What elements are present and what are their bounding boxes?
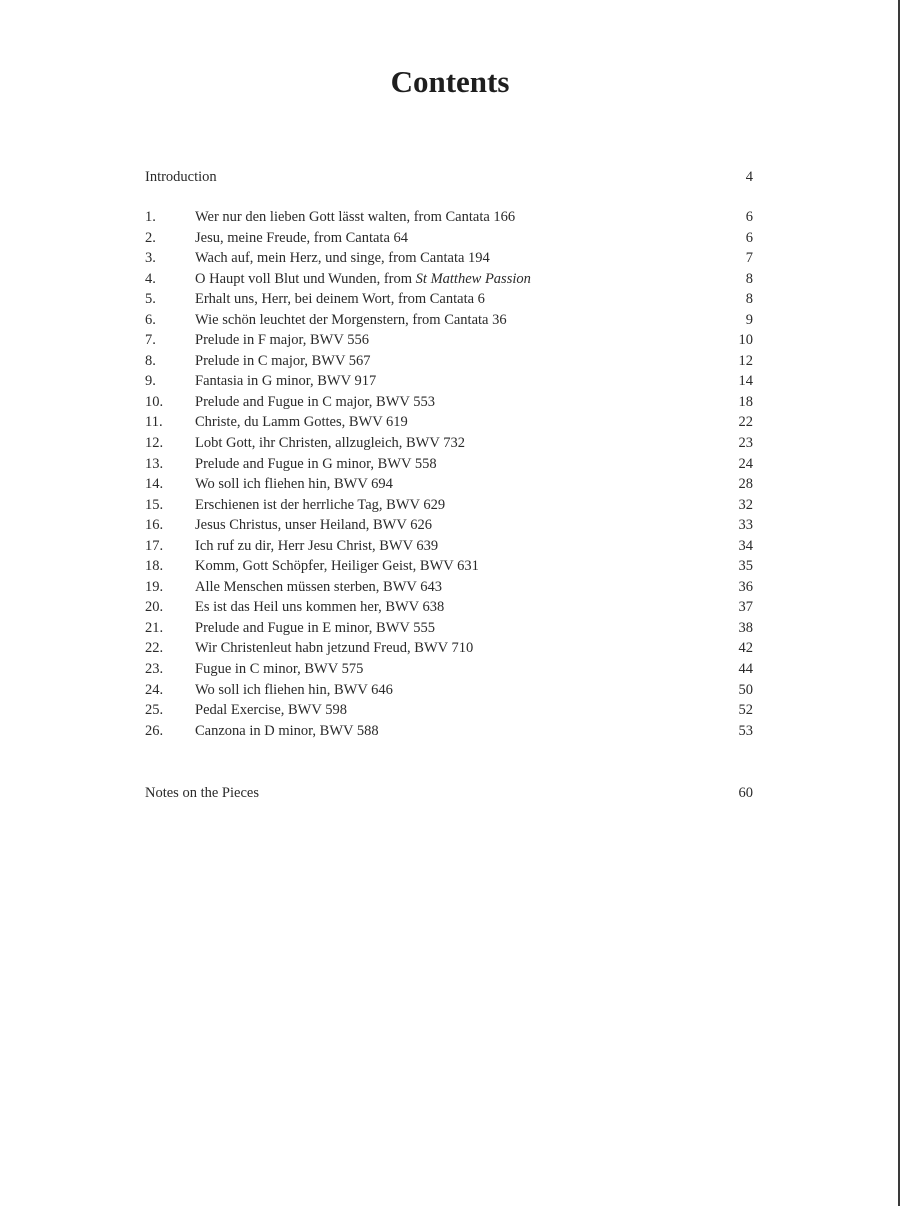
toc-entry-number: 25.	[145, 702, 164, 719]
toc-introduction	[145, 167, 753, 188]
toc-row	[145, 680, 753, 701]
toc-entry-title	[195, 433, 723, 454]
toc-row	[145, 515, 753, 536]
toc-entry-number: 13.	[145, 455, 164, 472]
toc-entry-title	[195, 700, 723, 721]
toc-row	[145, 269, 753, 290]
toc-entry-title-text: Jesu, meine Freude, from Cantata 64	[195, 229, 409, 246]
toc-entry-title-text: Canzona in D minor, BWV 588	[195, 722, 379, 739]
toc-entry-title-text: Wo soll ich fliehen hin, BWV 646	[195, 681, 393, 698]
toc-row-notes	[145, 783, 753, 804]
toc-page-number: 60	[738, 785, 753, 801]
toc-entry-title	[195, 577, 723, 598]
toc-row	[145, 228, 753, 249]
toc-page-number: 7	[745, 250, 753, 267]
toc-row	[145, 351, 753, 372]
page-title: Contents	[390, 64, 510, 99]
toc-page-number: 8	[745, 291, 753, 308]
toc-page-number: 28	[738, 476, 753, 493]
toc-row	[145, 597, 753, 618]
toc-entry-title	[195, 556, 723, 577]
toc-entry-list	[145, 207, 753, 741]
toc-entry-title	[195, 680, 723, 701]
toc-entry-title	[195, 495, 723, 516]
toc-entry-title-text: Erhalt uns, Herr, bei deinem Wort, from Cantata 6	[195, 291, 485, 308]
toc-entry-title-text: Prelude and Fugue in G minor, BWV 558	[195, 455, 437, 472]
toc-row	[145, 330, 753, 351]
toc-entry-number: 21.	[145, 619, 164, 636]
toc-entry-number: 1.	[145, 209, 156, 225]
toc-row	[145, 310, 753, 331]
toc-entry-title	[195, 371, 723, 392]
toc-entry-title-text: Christe, du Lamm Gottes, BWV 619	[195, 414, 408, 431]
toc-entry-title	[195, 207, 723, 228]
toc-page-number: 9	[745, 311, 753, 328]
toc-entry-title-text: Erschienen ist der herrliche Tag, BWV 629	[195, 496, 446, 513]
toc-row	[145, 371, 753, 392]
toc-entry-title	[195, 454, 723, 475]
toc-entry-title	[195, 474, 723, 495]
toc-entry-title	[195, 515, 723, 536]
toc-entry-number: 24.	[145, 681, 164, 698]
toc-entry-number: 11.	[145, 414, 163, 431]
toc-page-number: 4	[745, 169, 753, 185]
toc-page-number: 35	[738, 558, 753, 575]
toc-entry-title	[195, 638, 723, 659]
toc-row	[145, 474, 753, 495]
toc-entry-number: 10.	[145, 393, 164, 410]
toc-page-number: 42	[738, 640, 753, 657]
toc-page-number: 32	[738, 496, 753, 513]
toc-entry-number: 7.	[145, 332, 156, 349]
toc-entry-title-text: O Haupt voll Blut und Wunden, from	[195, 270, 416, 287]
toc-entry-number: 20.	[145, 599, 164, 616]
toc-page-number: 23	[738, 435, 753, 452]
toc-page-number: 33	[738, 517, 753, 534]
toc-page-number: 34	[738, 537, 753, 554]
toc-entry-title-text: Lobt Gott, ihr Christen, allzugleich, BWV 732	[195, 435, 465, 452]
toc-entry-number: 16.	[145, 517, 164, 534]
toc-entry-title	[195, 392, 723, 413]
toc-entry-number: 22.	[145, 640, 164, 657]
toc-entry-title-text: Fantasia in G minor, BWV 917	[195, 373, 377, 390]
toc-row	[145, 618, 753, 639]
toc-row	[145, 577, 753, 598]
toc-page-number: 38	[738, 619, 753, 636]
toc-entry-number: 17.	[145, 537, 164, 554]
toc-entry-number: 5.	[145, 291, 156, 308]
toc-row	[145, 721, 753, 742]
toc-entry-number: 18.	[145, 558, 164, 575]
toc-entry-title-text: Fugue in C minor, BWV 575	[195, 661, 364, 678]
toc-entry-title-text: Pedal Exercise, BWV 598	[195, 702, 347, 719]
toc-entry-title-text: Alle Menschen müssen sterben, BWV 643	[195, 578, 442, 595]
toc-entry-title	[195, 597, 723, 618]
toc-entry-title	[195, 269, 723, 290]
toc-page-number: 8	[745, 270, 753, 287]
toc-entry-number: 9.	[145, 373, 156, 390]
toc-entry-title-text: Prelude and Fugue in C major, BWV 553	[195, 393, 435, 410]
toc-page-number: 14	[738, 373, 753, 390]
toc-page-number: 12	[738, 352, 753, 369]
toc-entry-number: 19.	[145, 578, 164, 595]
toc-page-number: 36	[738, 578, 753, 595]
toc-row	[145, 700, 753, 721]
toc-entry-title-text: Wer nur den lieben Gott lässt walten, from Cantata 166	[195, 209, 516, 225]
toc-row	[145, 433, 753, 454]
toc-row	[145, 392, 753, 413]
toc-entry-title	[195, 351, 723, 372]
toc-row	[145, 412, 753, 433]
toc-entry-title	[195, 618, 723, 639]
toc-row-introduction	[145, 167, 753, 188]
toc-row	[145, 556, 753, 577]
toc-entry-title-text: Prelude in C major, BWV 567	[195, 352, 371, 369]
toc-row	[145, 659, 753, 680]
toc-entry-title: Introduction	[145, 169, 217, 185]
toc-page-number: 10	[738, 332, 753, 349]
toc-entry-title	[195, 228, 723, 249]
toc-entry-title-text: Ich ruf zu dir, Herr Jesu Christ, BWV 639	[195, 537, 439, 554]
toc-entry-number: 26.	[145, 722, 164, 739]
toc-entry-title	[195, 536, 723, 557]
toc-entry-title-text: Wie schön leuchtet der Morgenstern, from Cantata 36	[195, 311, 507, 328]
toc-page-number: 24	[738, 455, 753, 472]
toc-entry-title-text: Wir Christenleut habn jetzund Freud, BWV 710	[195, 640, 474, 657]
toc-entry-number: 15.	[145, 496, 164, 513]
toc-page-number: 53	[738, 722, 753, 739]
toc-row	[145, 638, 753, 659]
toc-entry-number: 8.	[145, 352, 156, 369]
toc-row	[145, 248, 753, 269]
toc-entry-title	[195, 248, 723, 269]
toc-entry-title-text: Prelude in F major, BWV 556	[195, 332, 369, 349]
toc-entry-title	[195, 721, 723, 742]
toc-entry-title-text: Wo soll ich fliehen hin, BWV 694	[195, 476, 393, 493]
toc-entry-title-text: Es ist das Heil uns kommen her, BWV 638	[195, 599, 445, 616]
toc-notes	[145, 783, 753, 804]
toc-entry-title	[195, 659, 723, 680]
toc-entry-title	[195, 412, 723, 433]
toc-row	[145, 495, 753, 516]
toc-entry-number: 12.	[145, 435, 164, 452]
toc-page-number: 52	[738, 702, 753, 719]
toc-page-number: 37	[738, 599, 753, 616]
toc-entry-title-text: Prelude and Fugue in E minor, BWV 555	[195, 619, 435, 636]
toc-entry-number: 14.	[145, 476, 164, 493]
toc-entry-number: 6.	[145, 311, 156, 328]
toc-page-number: 44	[738, 661, 753, 678]
toc-entry-title	[195, 310, 723, 331]
toc-row	[145, 454, 753, 475]
toc-entry-title	[195, 289, 723, 310]
toc-entry-title: Notes on the Pieces	[145, 785, 259, 801]
toc-entry-number: 3.	[145, 250, 156, 267]
toc-entry-title-text: Jesus Christus, unser Heiland, BWV 626	[195, 517, 432, 534]
toc-row	[145, 207, 753, 228]
toc-page-number: 18	[738, 393, 753, 410]
toc-page-number: 50	[738, 681, 753, 698]
toc-entry-number: 2.	[145, 229, 156, 246]
toc-page-number: 6	[745, 209, 753, 225]
toc-row	[145, 289, 753, 310]
toc-entry-number: 4.	[145, 270, 156, 287]
toc-page-number: 22	[738, 414, 753, 431]
toc-entry-title-italic: St Matthew Passion	[415, 270, 531, 287]
toc-entry-title	[195, 330, 723, 351]
toc-page-number: 6	[745, 229, 753, 246]
toc-entry-title-text: Komm, Gott Schöpfer, Heiliger Geist, BWV 631	[195, 558, 479, 575]
toc-entry-number: 23.	[145, 661, 164, 678]
toc-row	[145, 536, 753, 557]
toc-entry-title-text: Wach auf, mein Herz, und singe, from Cantata 194	[195, 250, 490, 267]
